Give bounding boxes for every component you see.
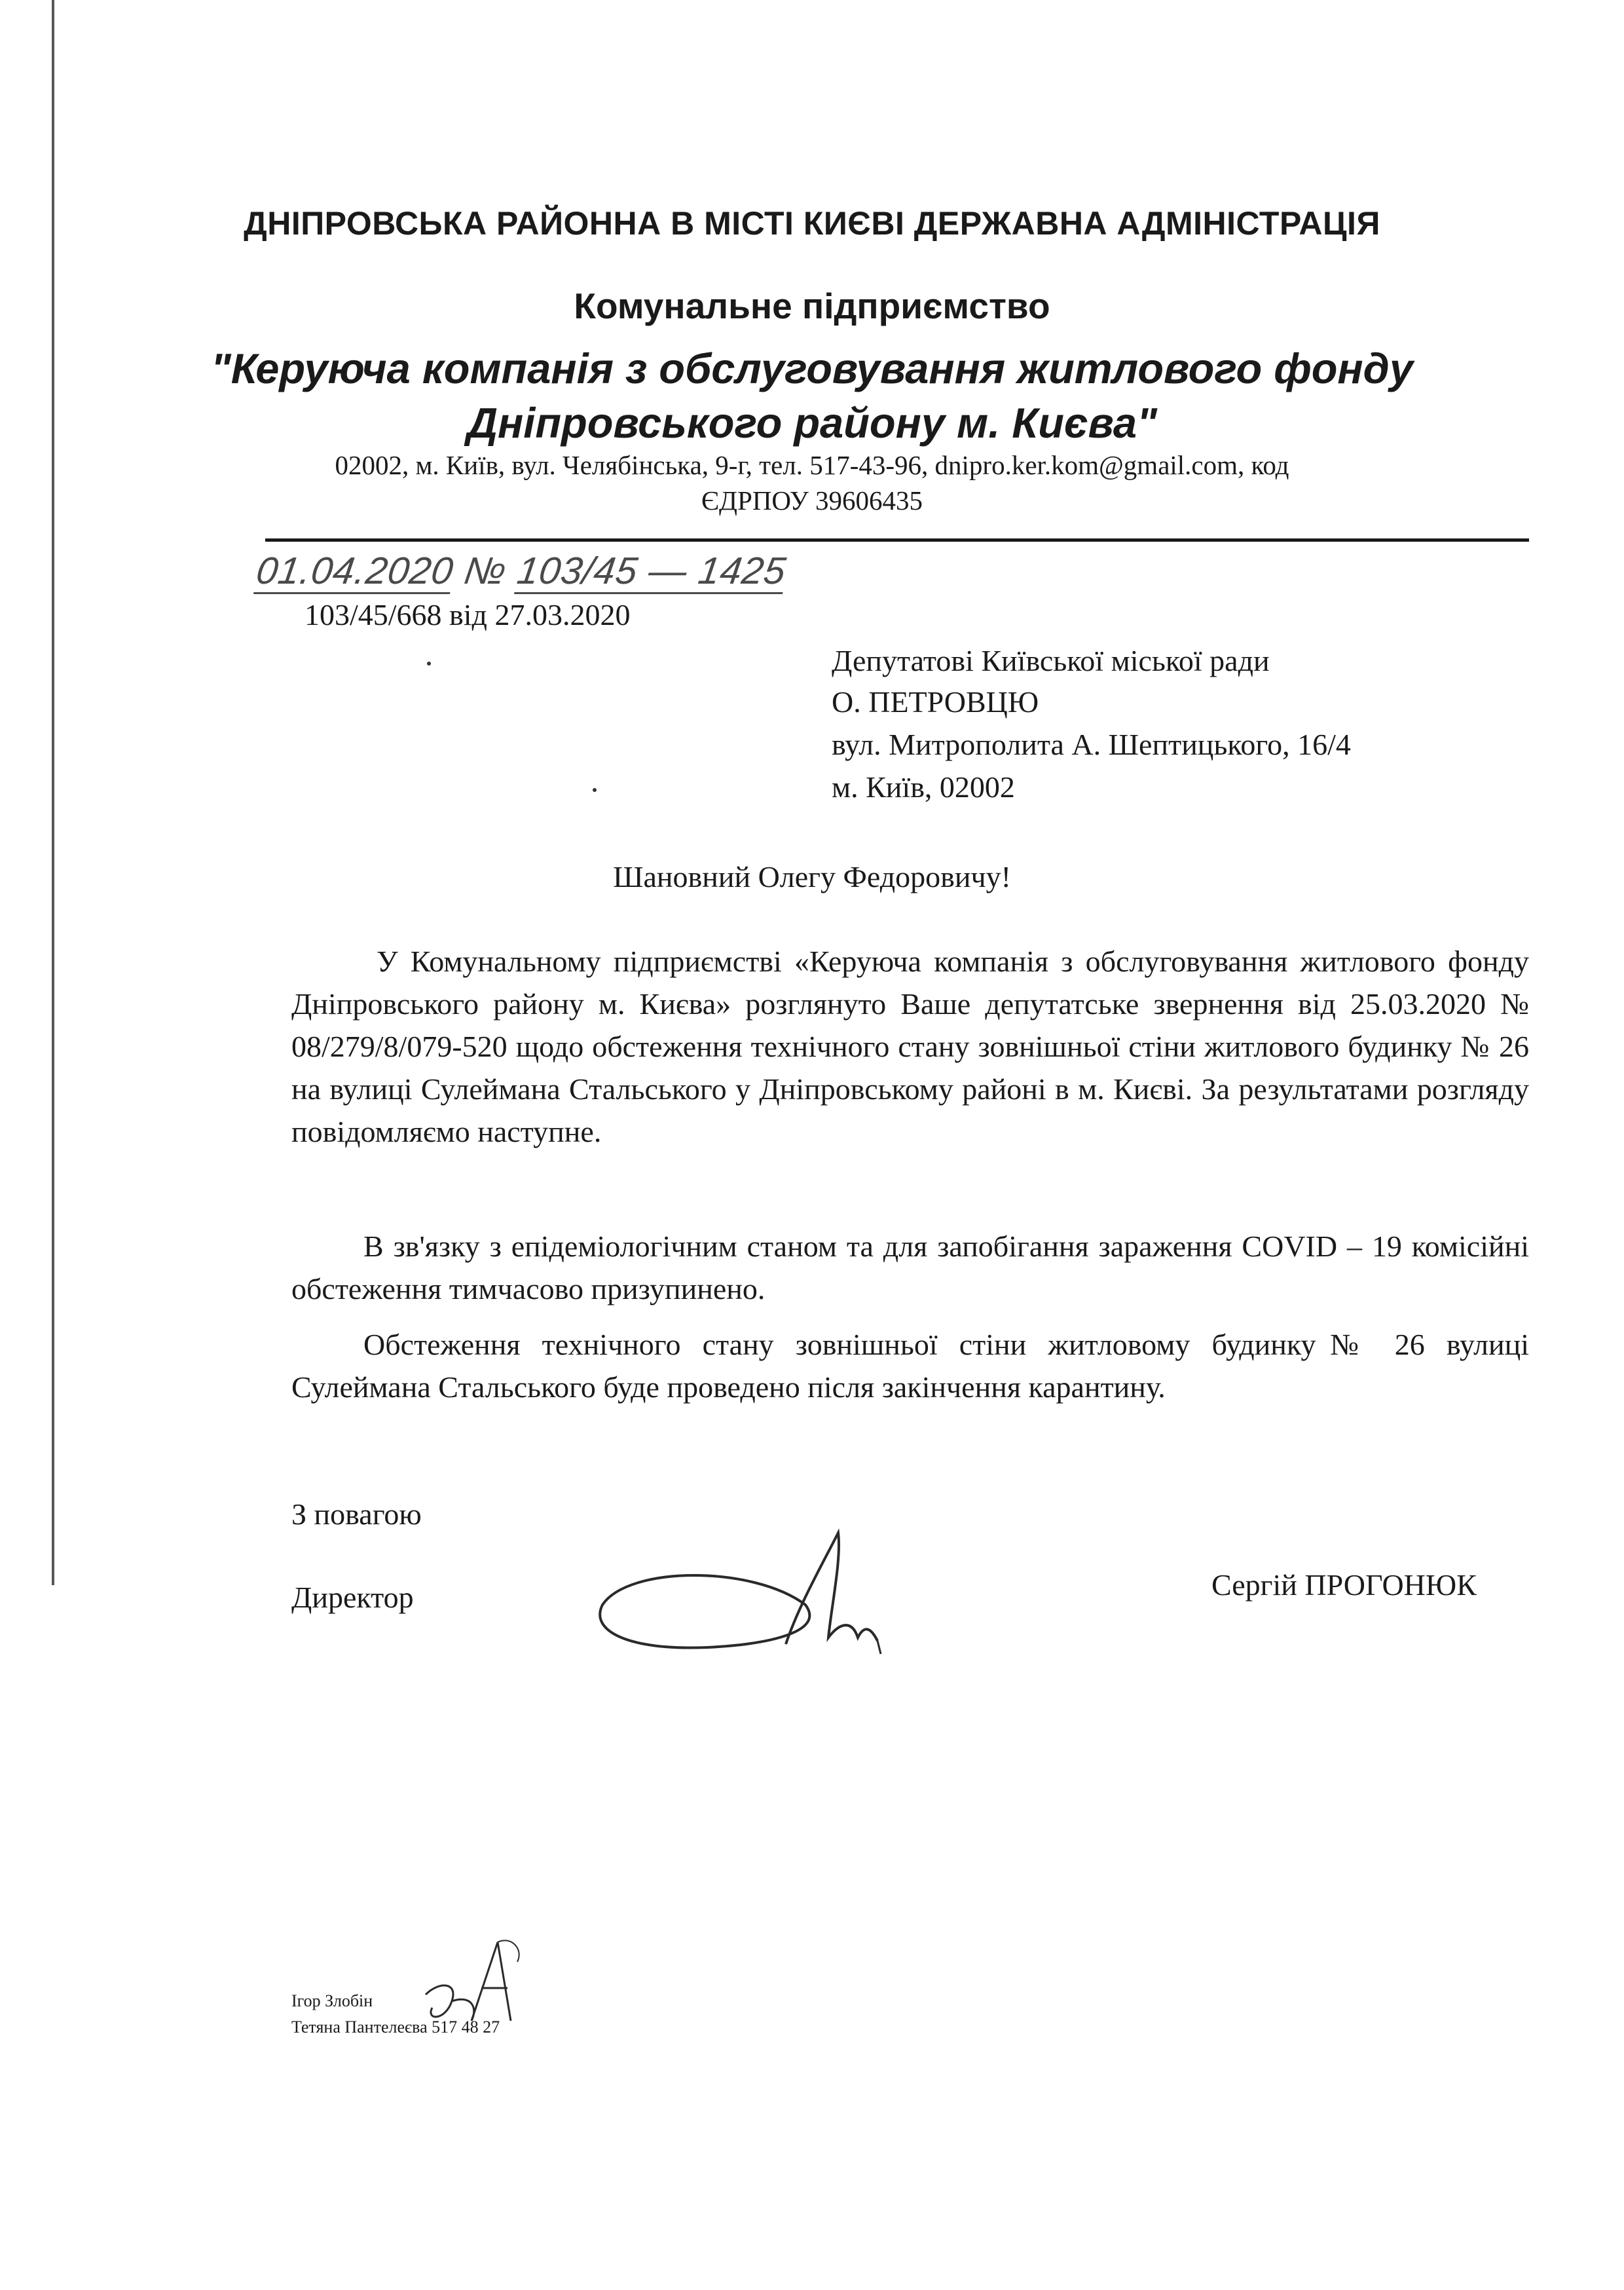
enterprise-address-line1: 02002, м. Київ, вул. Челябінська, 9-г, тел. 517-43-96, dnipro.ker.kom@gmail.com, код xyxy=(335,450,1289,480)
recipient-name: О. ПЕТРОВЦЮ xyxy=(832,685,1039,719)
registration-number: 103/45 — 1425 xyxy=(514,550,788,594)
recipient-street: вул. Митрополита А. Шептицького, 16/4 xyxy=(832,728,1351,761)
director-signature xyxy=(589,1507,930,1677)
executor-line-2: Тетяна Пантелеєва 517 48 27 xyxy=(291,2018,500,2037)
enterprise-name-line1: "Керуюча компанія з обслуговування житлового фонду xyxy=(210,345,1414,392)
body-paragraph-3: Обстеження технічного стану зовнішньої стіни житловому будинку№ 26 вулиці Сулеймана Стальського буде проведено після закінчення карантину. xyxy=(291,1328,1529,1404)
registration-stamp xyxy=(253,549,788,593)
header-divider xyxy=(265,538,1529,542)
executor-line-1: Ігор Злобін xyxy=(291,1991,373,2010)
enterprise-address-line2: ЄДРПОУ 39606435 xyxy=(701,485,923,516)
registration-number-sign: № xyxy=(461,550,509,592)
scan-speck xyxy=(427,662,431,666)
closing-regards: З повагою xyxy=(291,1497,422,1531)
recipient-city: м. Київ, 02002 xyxy=(832,770,1015,804)
signer-position: Директор xyxy=(291,1581,414,1614)
body-paragraph-2: В зв'язку з епідеміологічним станом та для запобігання зараження COVID – 19 комісійні обстеження тимчасово призупинено. xyxy=(291,1229,1529,1305)
recipient-title: Депутатові Київської міської ради xyxy=(832,644,1270,677)
registration-date: 01.04.2020 xyxy=(253,550,456,594)
administration-title: ДНІПРОВСЬКА РАЙОННА В МІСТІ КИЄВІ ДЕРЖАВНА АДМІНІСТРАЦІЯ xyxy=(244,205,1380,242)
body-paragraph-1: У Комунальному підприємстві «Керуюча компанія з обслуговування житлового фонду Дніпровського району м. Києва» розглянуто Ваше депутатське звернення від 25.03.2020 № 08/279/8/079-520 щодо обстеження технічного стану зовнішньої стіни житлового будинку № 26 на вулиці Сулеймана Стальського у Дніпровському районі в м. Києві. За результатами розгляду повідомляємо наступне. xyxy=(291,945,1529,1148)
enterprise-type: Комунальне підприємство xyxy=(574,286,1050,326)
signer-name: Сергій ПРОГОНЮК xyxy=(1211,1568,1477,1602)
greeting: Шановний Олегу Федоровичу! xyxy=(613,860,1011,893)
enterprise-name-line2: Дніпровського району м. Києва" xyxy=(467,399,1157,447)
scan-speck xyxy=(593,788,597,792)
reference-line: 103/45/668 від 27.03.2020 xyxy=(304,598,631,631)
